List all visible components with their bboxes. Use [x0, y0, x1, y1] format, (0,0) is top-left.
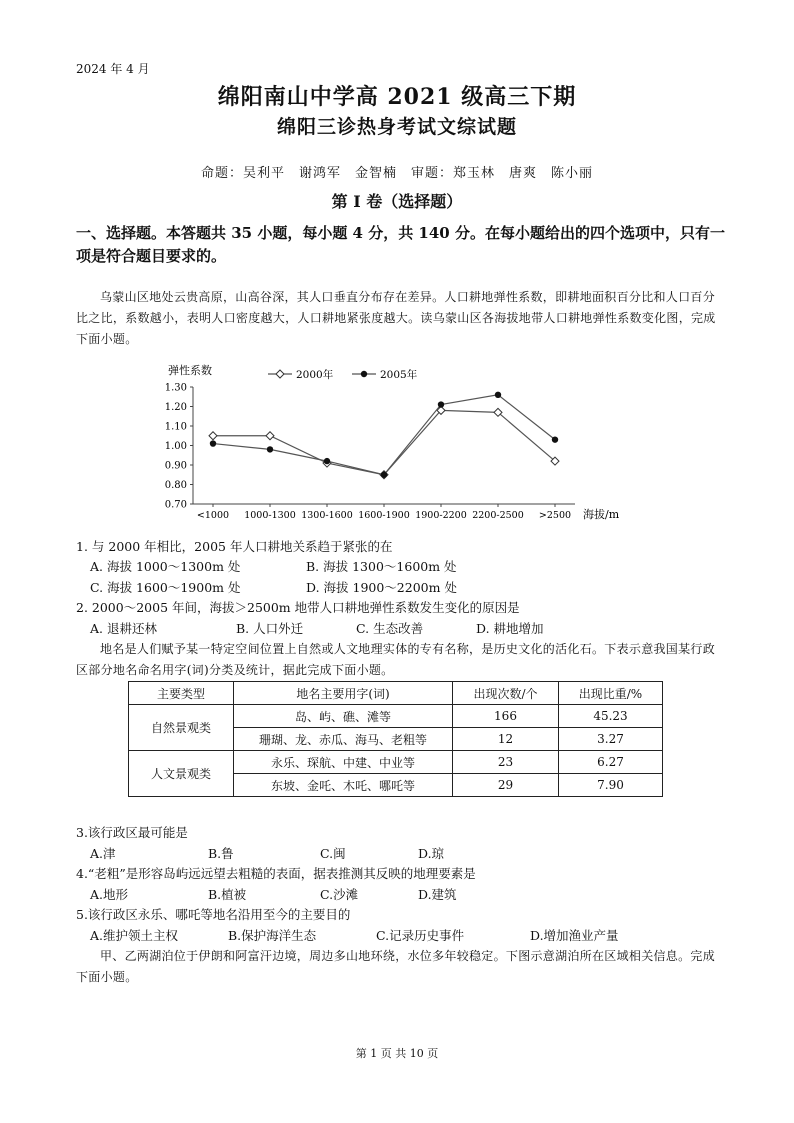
y-tick-label: 0.90	[164, 460, 187, 472]
series-line	[213, 410, 555, 474]
section-instructions: 一、选择题。本答题共 35 小题，每小题 4 分，共 140 分。在每小题给出的四个选项中，只有一项是符合题目要求的。	[76, 224, 725, 265]
q1-option-d: D. 海拔 1900～2200m 处	[306, 580, 457, 595]
q1-option-b: B. 海拔 1300～1600m 处	[306, 559, 457, 574]
question-3-stem: 3.该行政区最可能是	[76, 825, 188, 840]
table-header: 地名主要用字(词)	[234, 682, 453, 705]
table-group-type: 人文景观类	[129, 751, 234, 797]
legend-label: 2005年	[380, 369, 418, 381]
table-cell: 3.27	[559, 728, 663, 751]
table-cell: 166	[453, 705, 559, 728]
exam-subtitle: 绵阳三诊热身考试文综试题	[276, 116, 517, 138]
passage-2: 地名是人们赋予某一特定空间位置上自然或人文地理实体的专有名称，是历史文化的活化石。下表示意我国某行政区部分地名命名用字(词)分类及统计，据此完成下面小题。	[76, 642, 716, 677]
y-tick-label: 1.10	[164, 421, 187, 433]
table-cell: 6.27	[559, 751, 663, 774]
y-tick-label: 1.30	[164, 382, 187, 394]
q2-option-a: A. 退耕还林	[90, 621, 157, 636]
data-point	[210, 440, 216, 446]
q3-option-b: B.鲁	[208, 846, 234, 861]
q2-option-d: D. 耕地增加	[476, 621, 544, 636]
question-1-stem: 1. 与 2000 年相比，2005 年人口耕地关系趋于紧张的在	[76, 539, 393, 554]
table-cell: 45.23	[559, 705, 663, 728]
table-cell: 12	[453, 728, 559, 751]
q4-option-d: D.建筑	[418, 887, 457, 902]
table-cell: 珊瑚、龙、赤瓜、海马、老粗等	[234, 728, 453, 751]
q5-option-c: C.记录历史事件	[376, 928, 465, 943]
volume-title: 第 Ⅰ 卷（选择题）	[331, 192, 463, 211]
table-cell: 永乐、琛航、中建、中业等	[234, 751, 453, 774]
chart-xlabel: 海拔/m	[583, 508, 620, 521]
q4-option-a: A.地形	[90, 887, 129, 902]
question-2-stem: 2. 2000～2005 年间，海拔＞2500m 地带人口耕地弹性系数发生变化的原因是	[76, 600, 520, 615]
y-tick-label: 0.70	[164, 499, 187, 511]
q4-option-b: B.植被	[208, 887, 247, 902]
q2-option-c: C. 生态改善	[356, 621, 424, 636]
table-cell: 岛、屿、礁、滩等	[234, 705, 453, 728]
data-point	[552, 436, 558, 442]
authors-line: 命题：吴利平 谢鸿军 金智楠 审题：郑玉林 唐爽 陈小丽	[200, 166, 593, 181]
table-group-type: 自然景观类	[129, 705, 234, 751]
data-point	[324, 458, 330, 464]
table-cell: 23	[453, 751, 559, 774]
exam-title: 绵阳南山中学高 2021 级高三下期	[217, 84, 577, 110]
data-point	[267, 446, 273, 452]
data-point	[381, 472, 387, 478]
exam-date: 2024 年 4 月	[76, 62, 150, 76]
placename-table	[128, 681, 663, 797]
q3-option-c: C.闽	[320, 846, 346, 861]
table-header: 出现次数/个	[453, 682, 559, 705]
legend-marker	[276, 370, 284, 378]
question-4-stem: 4.“老粗”是形容岛屿远远望去粗糙的表面，据表推测其反映的地理要素是	[76, 866, 476, 881]
y-tick-label: 1.20	[164, 402, 187, 413]
x-tick-label: >2500	[538, 510, 572, 521]
series-line	[213, 395, 555, 475]
elasticity-chart	[150, 360, 640, 528]
page-footer: 第 1 页 共 10 页	[355, 1047, 439, 1060]
data-point	[266, 432, 274, 440]
data-point	[209, 432, 217, 440]
x-tick-label: 1600-1900	[358, 510, 410, 521]
q1-option-a: A. 海拔 1000～1300m 处	[90, 559, 241, 574]
table-header: 出现比重/%	[559, 682, 663, 705]
x-tick-label: 2200-2500	[472, 510, 524, 521]
q3-option-a: A.津	[90, 846, 116, 861]
q5-option-d: D.增加渔业产量	[530, 928, 619, 943]
x-tick-label: 1000-1300	[244, 510, 296, 521]
passage-3: 甲、乙两湖泊位于伊朗和阿富汗边境，周边多山地环绕，水位多年较稳定。下图示意湖泊所在区域相关信息。完成下面小题。	[76, 949, 716, 984]
data-point	[495, 392, 501, 398]
x-tick-label: 1300-1600	[301, 510, 353, 521]
x-tick-label: 1900-2200	[415, 510, 467, 521]
x-tick-label: <1000	[196, 510, 230, 521]
q5-option-b: B.保护海洋生态	[228, 928, 317, 943]
table-cell: 东坡、金吒、木吒、哪吒等	[234, 774, 453, 797]
table-cell: 29	[453, 774, 559, 797]
data-point	[438, 401, 444, 407]
question-5-stem: 5.该行政区永乐、哪吒等地名沿用至今的主要目的	[76, 907, 351, 922]
legend-label: 2000年	[296, 369, 334, 381]
table-header: 主要类型	[129, 682, 234, 705]
q1-option-c: C. 海拔 1600～1900m 处	[90, 580, 241, 595]
q2-option-b: B. 人口外迁	[236, 621, 304, 636]
y-tick-label: 0.80	[164, 480, 187, 491]
legend-marker	[361, 371, 367, 377]
chart-ylabel: 弹性系数	[168, 364, 212, 377]
passage-1: 乌蒙山区地处云贵高原，山高谷深，其人口垂直分布存在差异。人口耕地弹性系数，即耕地面积百分比和人口百分比之比，系数越小，表明人口密度越大，人口耕地紧张度越大。读乌蒙山区各海拔地带人口耕地弹性系数变化图，完成下面小题。	[76, 290, 716, 346]
table-cell: 7.90	[559, 774, 663, 797]
q4-option-c: C.沙滩	[320, 887, 359, 902]
q3-option-d: D.琼	[418, 846, 445, 861]
y-tick-label: 1.00	[164, 441, 187, 452]
q5-option-a: A.维护领土主权	[90, 928, 179, 943]
